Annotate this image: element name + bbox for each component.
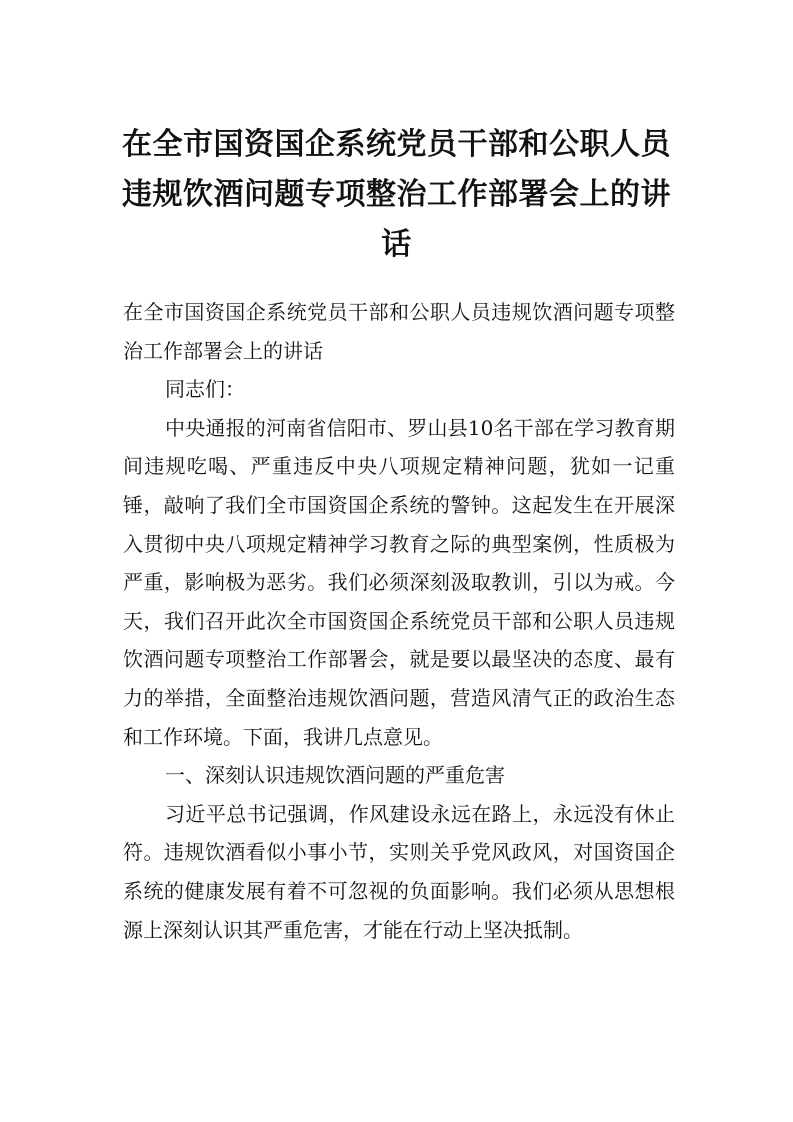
title-line-3: 话	[381, 227, 412, 262]
section-heading: 一、深刻认识违规饮酒问题的严重危害	[165, 763, 505, 788]
subtitle-paragraph: 在全市国资国企系统党员干部和公职人员违规饮酒问题专项整治工作部署会上的讲话	[123, 300, 675, 363]
document-title	[110, 120, 683, 270]
title-line-2: 违规饮酒问题专项整治工作部署会上的讲	[122, 177, 671, 212]
document-body	[123, 293, 675, 949]
title-line-1: 在全市国资国企系统党员干部和公职人员	[122, 127, 671, 162]
intro-paragraph: 中央通报的河南省信阳市、罗山县10名干部在学习教育期间违规吃喝、严重违反中央八项规定精神问题，犹如一记重锤，敲响了我们全市国资国企系统的警钟。这起发生在开展深入贯彻中央八项规定精神学习教育之际的典型案例，性质极为严重，影响极为恶劣。我们必须深刻汲取教训，引以为戒。今天，我们召开此次全市国资国企系统党员干部和公职人员违规饮酒问题专项整治工作部署会，就是要以最坚决的态度、最有力的举措，全面整治违规饮酒问题，营造风清气正的政治生态和工作环境。下面，我讲几点意见。	[123, 415, 675, 749]
salutation-paragraph: 同志们：	[165, 377, 245, 402]
section-paragraph: 习近平总书记强调，作风建设永远在路上，永远没有休止符。违规饮酒看似小事小节，实则关乎党风政风，对国资国企系统的健康发展有着不可忽视的负面影响。我们必须从思想根源上深刻认识其严重危害，才能在行动上坚决抵制。	[123, 801, 675, 942]
